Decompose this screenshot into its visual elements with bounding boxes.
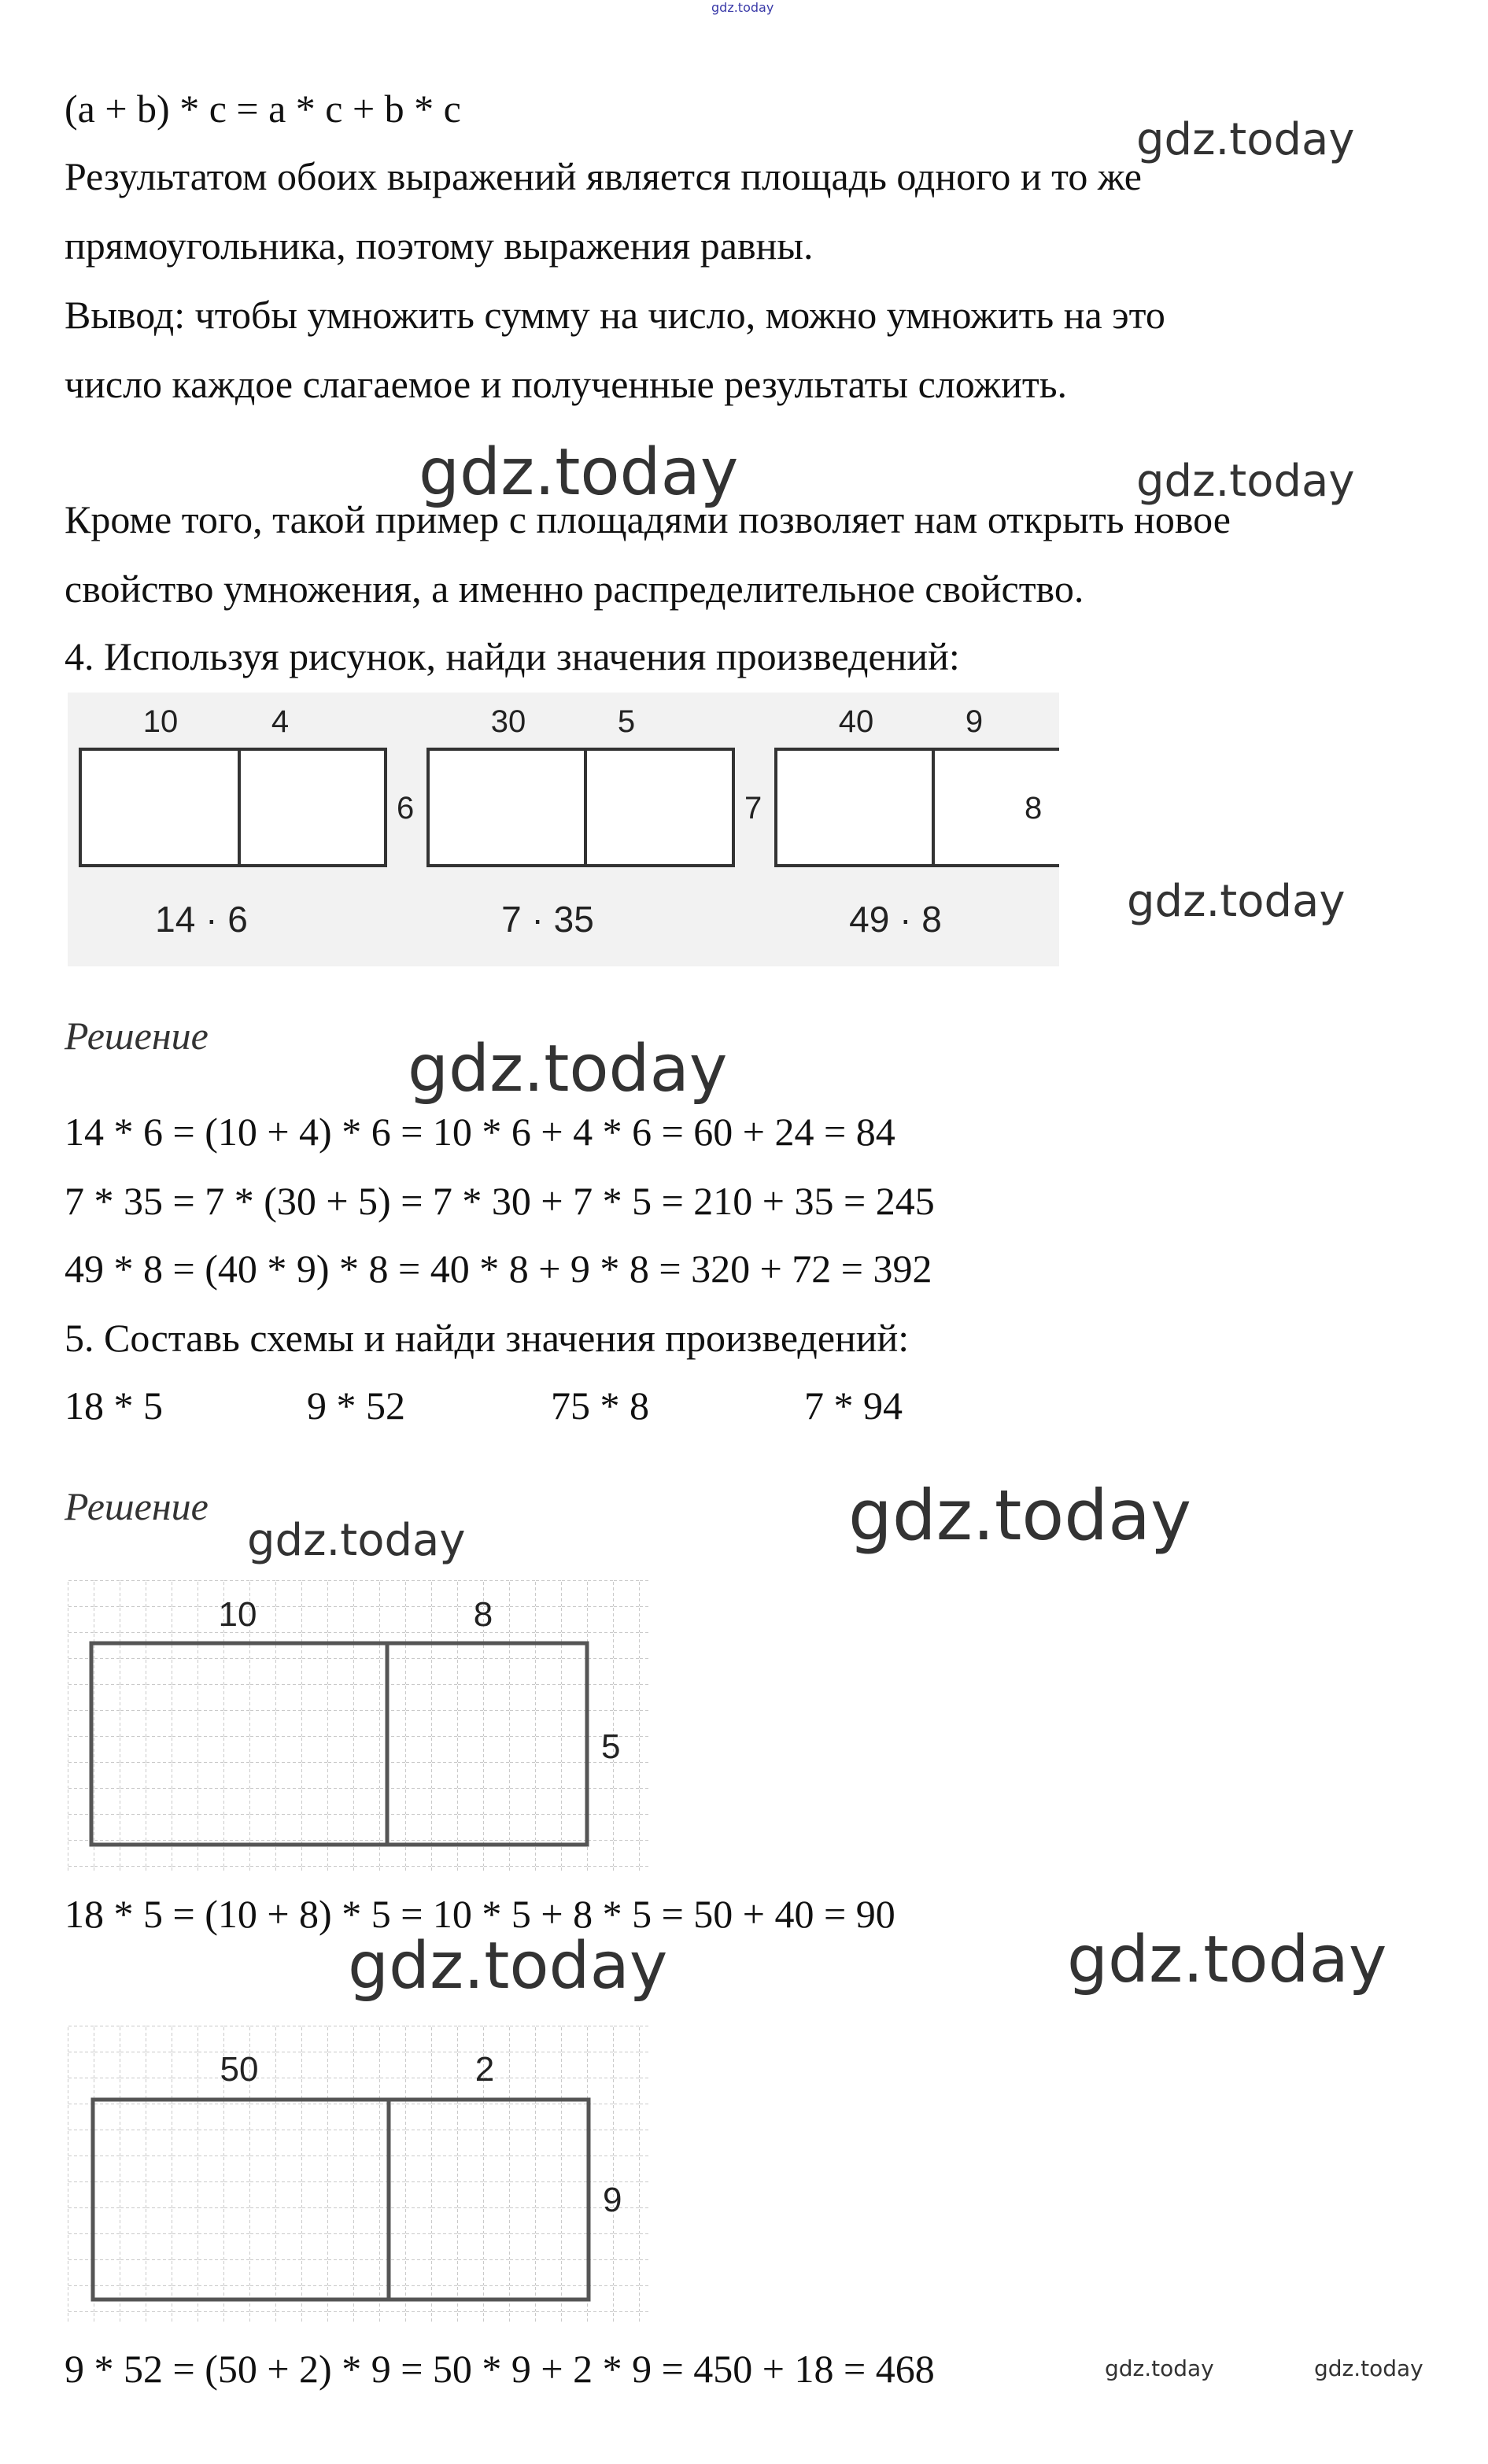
top-label-a: 10 [218,1595,257,1634]
task4-figure-svg [68,693,1059,966]
text-line-4: число каждое слагаемое и полученные результаты сложить. [65,362,1067,406]
watermark-top: gdz.today [711,0,774,15]
solution-label-5: Решение [65,1484,209,1528]
watermark-5: gdz.today [408,1032,728,1106]
caption: 49 · 8 [849,899,942,940]
product-1: 18 * 5 [65,1383,163,1428]
side-label: 8 [1025,791,1043,826]
task4-figure [68,693,1059,966]
text-line-6: свойство умножения, а именно распределительное свойство. [65,567,1084,611]
solution-label-4: Решение [65,1014,209,1058]
caption: 14 · 6 [155,899,248,940]
top-label-a: 50 [220,2050,259,2089]
top-label-a: 40 [838,704,874,739]
task4-answer-3: 49 * 8 = (40 * 9) * 8 = 40 * 8 + 9 * 8 = 320 + 72 = 392 [65,1247,932,1291]
scheme-1-answer: 18 * 5 = (10 + 8) * 5 = 10 * 5 + 8 * 5 = 50 + 40 = 90 [65,1892,895,1936]
watermark-4: gdz.today [1127,876,1346,927]
watermark-6: gdz.today [848,1475,1192,1556]
watermark-2: gdz.today [419,435,739,510]
top-label-a: 30 [490,704,526,739]
scheme-2-answer: 9 * 52 = (50 + 2) * 9 = 50 * 9 + 2 * 9 = 450 + 18 = 468 [65,2347,935,2391]
text-line-1: Результатом обоих выражений является площадь одного и то же [65,154,1142,198]
top-label-b: 5 [617,704,636,739]
top-label-b: 4 [271,704,290,739]
scheme-2 [68,2026,648,2322]
watermark-9: gdz.today [1067,1923,1387,1997]
rectangle-outline [80,749,386,866]
side-label: 5 [601,1727,621,1766]
grid-paper [68,1580,648,1871]
product-2: 9 * 52 [307,1383,405,1428]
caption: 7 · 35 [501,899,594,940]
rectangle-outline [776,749,1059,866]
watermark-8: gdz.today [348,1929,668,2004]
product-4: 7 * 94 [804,1383,903,1428]
formula-line: (a + b) * c = a * c + b * c [65,87,461,131]
watermark-7: gdz.today [247,1515,466,1566]
top-label-a: 10 [142,704,179,739]
text-line-2: прямоугольника, поэтому выражения равны. [65,223,814,268]
task4-answer-2: 7 * 35 = 7 * (30 + 5) = 7 * 30 + 7 * 5 = 210 + 35 = 245 [65,1179,935,1223]
side-label: 6 [397,791,415,826]
product-3: 75 * 8 [551,1383,649,1428]
task4-question: 4. Используя рисунок, найди значения произведений: [65,634,960,678]
watermark-3: gdz.today [1136,456,1355,507]
top-label-b: 9 [965,704,984,739]
side-label: 7 [744,791,762,826]
rectangle-outline [428,749,733,866]
scheme-1 [68,1580,648,1871]
top-label-b: 8 [473,1595,493,1634]
task5-question: 5. Составь схемы и найди значения произведений: [65,1316,910,1360]
watermark-10: gdz.today [1105,2355,1214,2381]
side-label: 9 [603,2181,622,2219]
scheme-1-svg [68,1580,648,1871]
scheme-2-svg [68,2026,648,2322]
task5-products [65,1382,903,1429]
top-label-b: 2 [474,2050,495,2089]
watermark-11: gdz.today [1314,2355,1423,2381]
text-line-3: Вывод: чтобы умножить сумму на число, можно умножить на это [65,293,1165,337]
grid-paper [68,2026,648,2322]
text-line-5: Кроме того, такой пример с площадями позволяет нам открыть новое [65,497,1231,541]
task4-answer-1: 14 * 6 = (10 + 4) * 6 = 10 * 6 + 4 * 6 = 60 + 24 = 84 [65,1110,895,1154]
watermark-1: gdz.today [1136,114,1355,165]
